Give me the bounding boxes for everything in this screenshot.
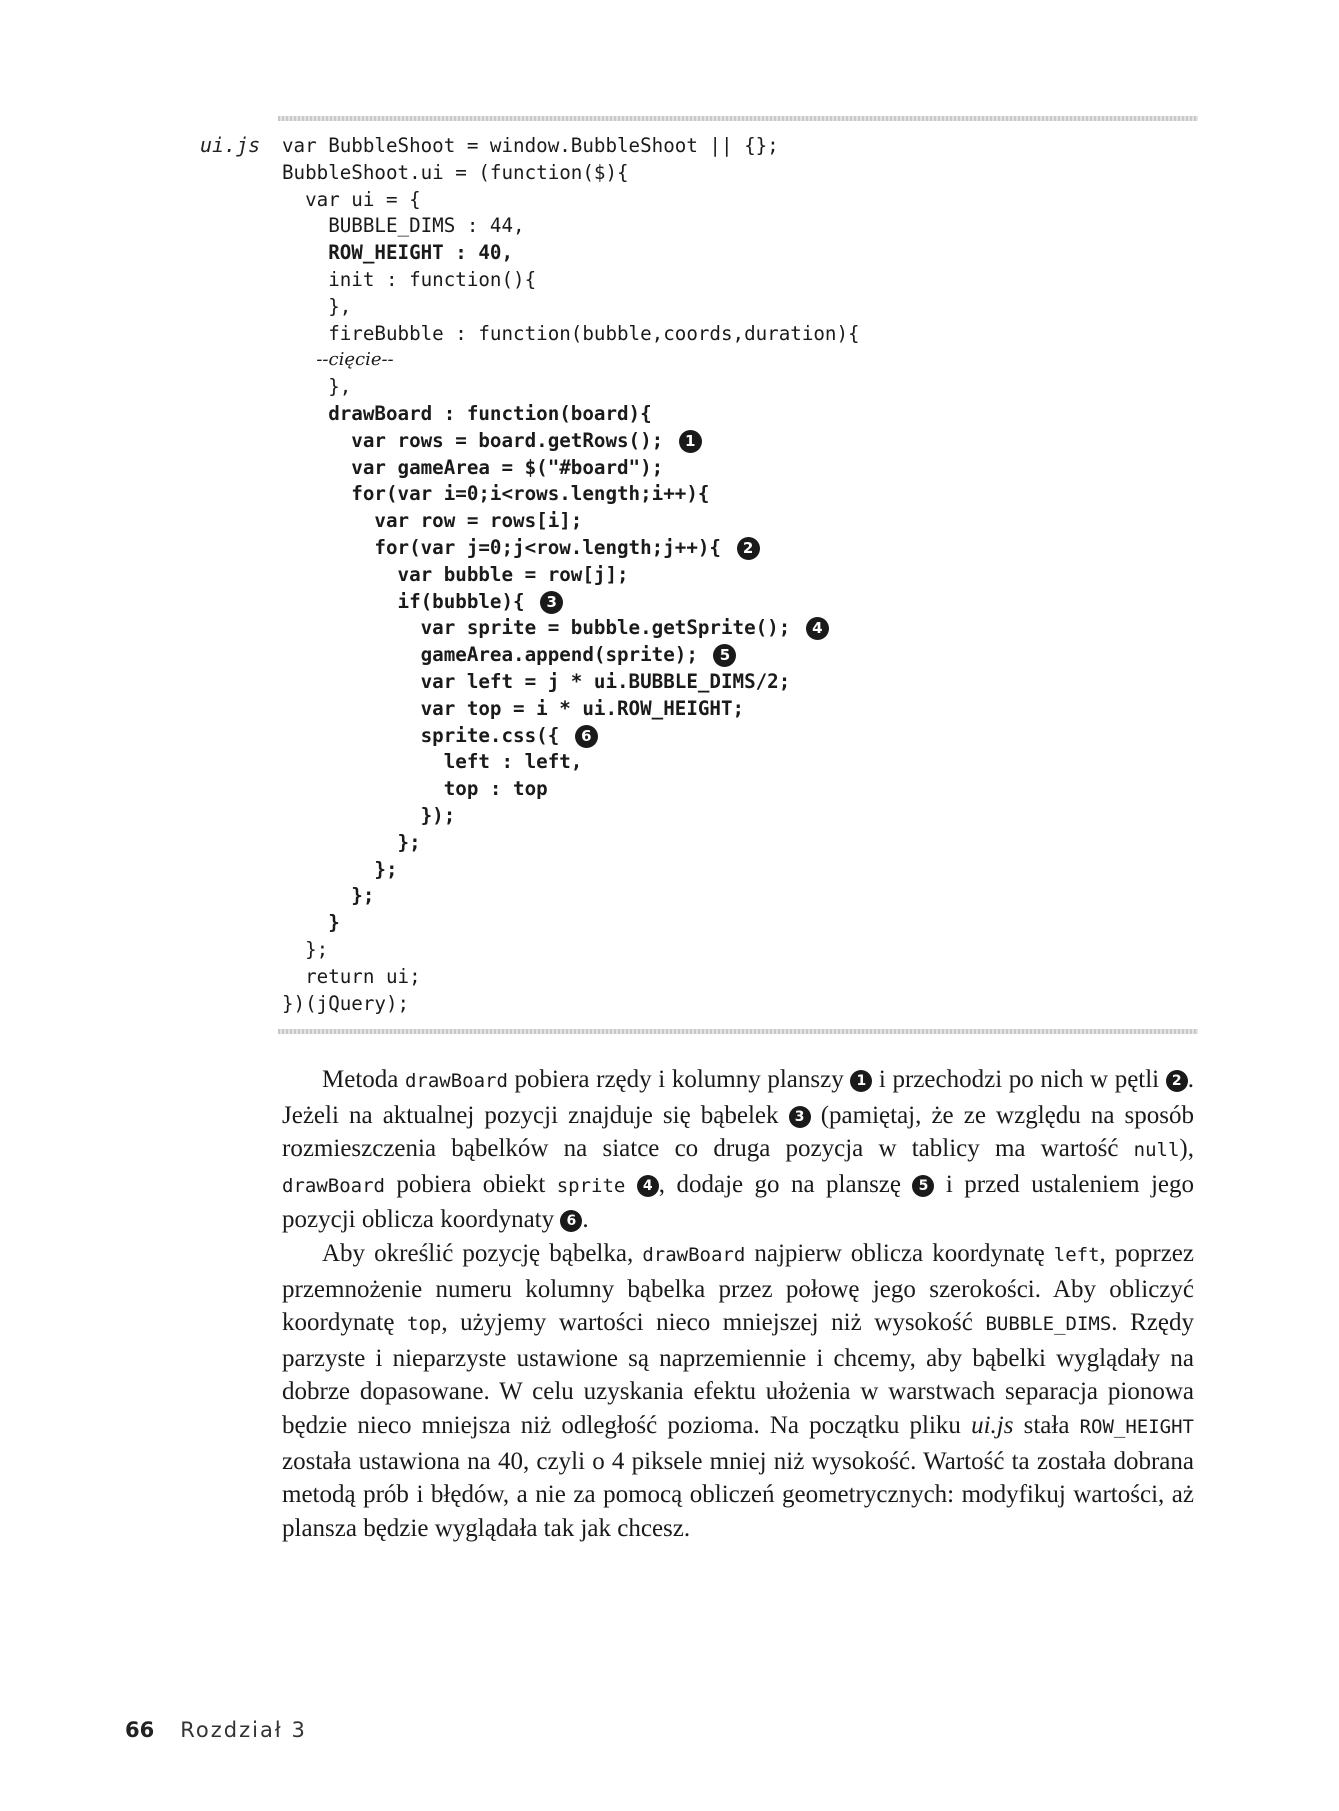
- code-line: [282, 830, 860, 857]
- filename-emphasis: ui.js: [971, 1411, 1014, 1439]
- code-line-text: gameArea.append(sprite);: [282, 643, 710, 667]
- code-line-text: };: [282, 830, 421, 854]
- code-line: [282, 294, 860, 321]
- code-line: [282, 240, 860, 267]
- code-line: [282, 133, 860, 160]
- code-callout-marker: 4: [806, 617, 829, 640]
- inline-code: top: [407, 1313, 442, 1336]
- code-line: [282, 615, 860, 642]
- callout-marker: 1: [850, 1070, 872, 1092]
- code-line: [282, 696, 860, 723]
- code-line-text: for(var j=0;j<row.length;j++){: [282, 535, 733, 559]
- code-line: [282, 187, 860, 214]
- code-line: [282, 481, 860, 508]
- code-line-text: return ui;: [282, 964, 421, 988]
- callout-marker: 5: [912, 1175, 934, 1197]
- code-line: [282, 803, 860, 830]
- code-line: [282, 321, 860, 348]
- text-run: Metoda: [322, 1066, 405, 1093]
- code-line: [282, 776, 860, 803]
- text-run: .: [582, 1206, 589, 1234]
- code-line-text: },: [282, 294, 352, 318]
- text-run: , poprzez przemnożenie numeru kolumny bąbelka przez połowę jego szerokości. Aby obliczyć koordynatę: [282, 1239, 1194, 1337]
- code-line-text: init : function(){: [282, 267, 537, 291]
- code-line: [282, 749, 860, 776]
- code-line: [282, 883, 860, 910]
- callout-marker: 6: [560, 1210, 582, 1232]
- body-text: [282, 1063, 1194, 1545]
- inline-code: drawBoard: [642, 1243, 746, 1266]
- inline-code: BUBBLE_DIMS: [985, 1313, 1112, 1336]
- code-line: [282, 642, 860, 669]
- code-line-text: var ui = {: [282, 187, 421, 211]
- code-callout-marker: 1: [679, 430, 702, 453]
- code-line-text: };: [282, 857, 398, 881]
- code-line-text: var sprite = bubble.getSprite();: [282, 616, 802, 640]
- code-line: [282, 267, 860, 294]
- code-line-text: BUBBLE_DIMS : 44,: [282, 214, 525, 238]
- inline-code: sprite: [556, 1174, 626, 1197]
- callout-marker: 3: [789, 1106, 811, 1128]
- code-line-text: drawBoard : function(board){: [282, 401, 652, 425]
- inline-code: left: [1053, 1243, 1100, 1266]
- page-footer: [125, 1718, 307, 1742]
- code-line-text: var rows = board.getRows();: [282, 428, 675, 452]
- page-number: 66: [125, 1718, 155, 1742]
- code-line: [282, 669, 860, 696]
- code-line-text: left : left,: [282, 750, 583, 774]
- code-line: [282, 910, 860, 937]
- inline-code: drawBoard: [404, 1070, 508, 1092]
- inline-code: ROW_HEIGHT: [1079, 1415, 1194, 1438]
- text-run: (pamiętaj, że ze względu na sposób rozmieszczenia bąbelków na siatce co druga pozycja w tablicy ma wartość: [282, 1101, 1194, 1163]
- code-line-text: BubbleShoot.ui = (function($){: [282, 160, 629, 184]
- code-line-text: if(bubble){: [282, 589, 537, 613]
- code-line-text: var top = i * ui.ROW_HEIGHT;: [282, 696, 745, 720]
- text-run: . Rzędy parzyste i nieparzyste ustawione są naprzemiennie i chcemy, aby bąbelki wyglądały na dobrze dopasowane. W celu uzyskania efektu ułożenia w warstwach separacja pionowa będzie nieco mniejsza niż odległość pozioma. Na początku pliku: [282, 1309, 1194, 1439]
- code-line-text: fireBubble : function(bubble,coords,duration){: [282, 321, 860, 345]
- text-run: . Jeżeli na aktualnej pozycji znajduje się bąbelek: [282, 1066, 1194, 1129]
- code-line-text: var bubble = row[j];: [282, 562, 629, 586]
- code-line-text: })(jQuery);: [282, 991, 410, 1015]
- code-line-text: },: [282, 375, 352, 399]
- paragraph: [282, 1063, 1194, 1237]
- code-line-text: var BubbleShoot = window.BubbleShoot || {};: [282, 134, 779, 157]
- code-line-text: });: [282, 803, 456, 827]
- code-callout-marker: 2: [737, 537, 760, 560]
- text-run: najpierw oblicza koordynatę: [745, 1239, 1054, 1267]
- text-run: , użyjemy wartości nieco mniejszej niż wysokość: [441, 1309, 986, 1337]
- text-run: i przechodzi po nich w pętli: [872, 1066, 1166, 1093]
- code-line: [282, 401, 860, 428]
- code-line-text: for(var i=0;i<rows.length;i++){: [282, 482, 710, 506]
- callout-marker: 4: [637, 1175, 659, 1197]
- code-line-text: };: [282, 884, 375, 908]
- callout-marker: 2: [1166, 1070, 1188, 1092]
- code-line: [282, 723, 860, 750]
- code-line: [282, 455, 860, 482]
- code-line: [282, 857, 860, 884]
- text-run: [625, 1171, 636, 1198]
- text-run: Aby określić pozycję bąbelka,: [322, 1239, 643, 1267]
- code-line: [282, 535, 860, 562]
- code-line-text: var gameArea = $("#board");: [282, 455, 664, 479]
- code-callout-marker: 5: [713, 644, 736, 667]
- code-line-text: };: [282, 937, 329, 961]
- code-line: [282, 562, 860, 589]
- code-line: [282, 964, 860, 991]
- text-run: pobiera obiekt: [384, 1170, 557, 1198]
- code-line: [282, 213, 860, 240]
- listing-file-label: ui.js: [200, 133, 261, 157]
- code-line: [282, 508, 860, 535]
- code-line-text: }: [282, 911, 340, 935]
- code-line: [282, 347, 860, 374]
- code-line: [282, 991, 860, 1018]
- listing-bottom-rule: [278, 1029, 1198, 1034]
- text-run: stała: [1013, 1411, 1080, 1439]
- code-line-text: var row = rows[i];: [282, 509, 583, 533]
- code-line-text: sprite.css({: [282, 723, 571, 747]
- code-line: [282, 160, 860, 187]
- text-run: została ustawiona na 40, czyli o 4 piksele mniej niż wysokość. Wartość ta została dobrana metodą prób i błędów, a nie za pomocą obliczeń geometrycznych: modyfikuj wartości, aż plansza będzie wyglądała tak jak chcesz.: [282, 1447, 1194, 1542]
- inline-code: drawBoard: [282, 1174, 385, 1197]
- code-line-text: --cięcie--: [282, 349, 394, 371]
- code-line: [282, 937, 860, 964]
- code-listing: [282, 133, 860, 1017]
- code-line: [282, 428, 860, 455]
- code-line: [282, 589, 860, 616]
- listing-top-rule: [278, 116, 1198, 121]
- text-run: , dodaje go na planszę: [658, 1170, 913, 1198]
- code-callout-marker: 3: [540, 591, 563, 614]
- inline-code: null: [1133, 1139, 1180, 1162]
- code-line-text: top : top: [282, 777, 548, 801]
- text-run: pobiera rzędy i kolumny planszy: [507, 1066, 851, 1093]
- paragraph: [282, 1237, 1194, 1545]
- text-run: ),: [1179, 1135, 1194, 1163]
- code-line-text: ROW_HEIGHT : 40,: [282, 241, 514, 265]
- code-line: [282, 374, 860, 401]
- code-callout-marker: 6: [575, 725, 598, 748]
- text-run: i przed ustaleniem jego pozycji oblicza koordynaty: [282, 1170, 1194, 1234]
- code-line-text: var left = j * ui.BUBBLE_DIMS/2;: [282, 669, 791, 693]
- chapter-label: Rozdział 3: [180, 1718, 307, 1742]
